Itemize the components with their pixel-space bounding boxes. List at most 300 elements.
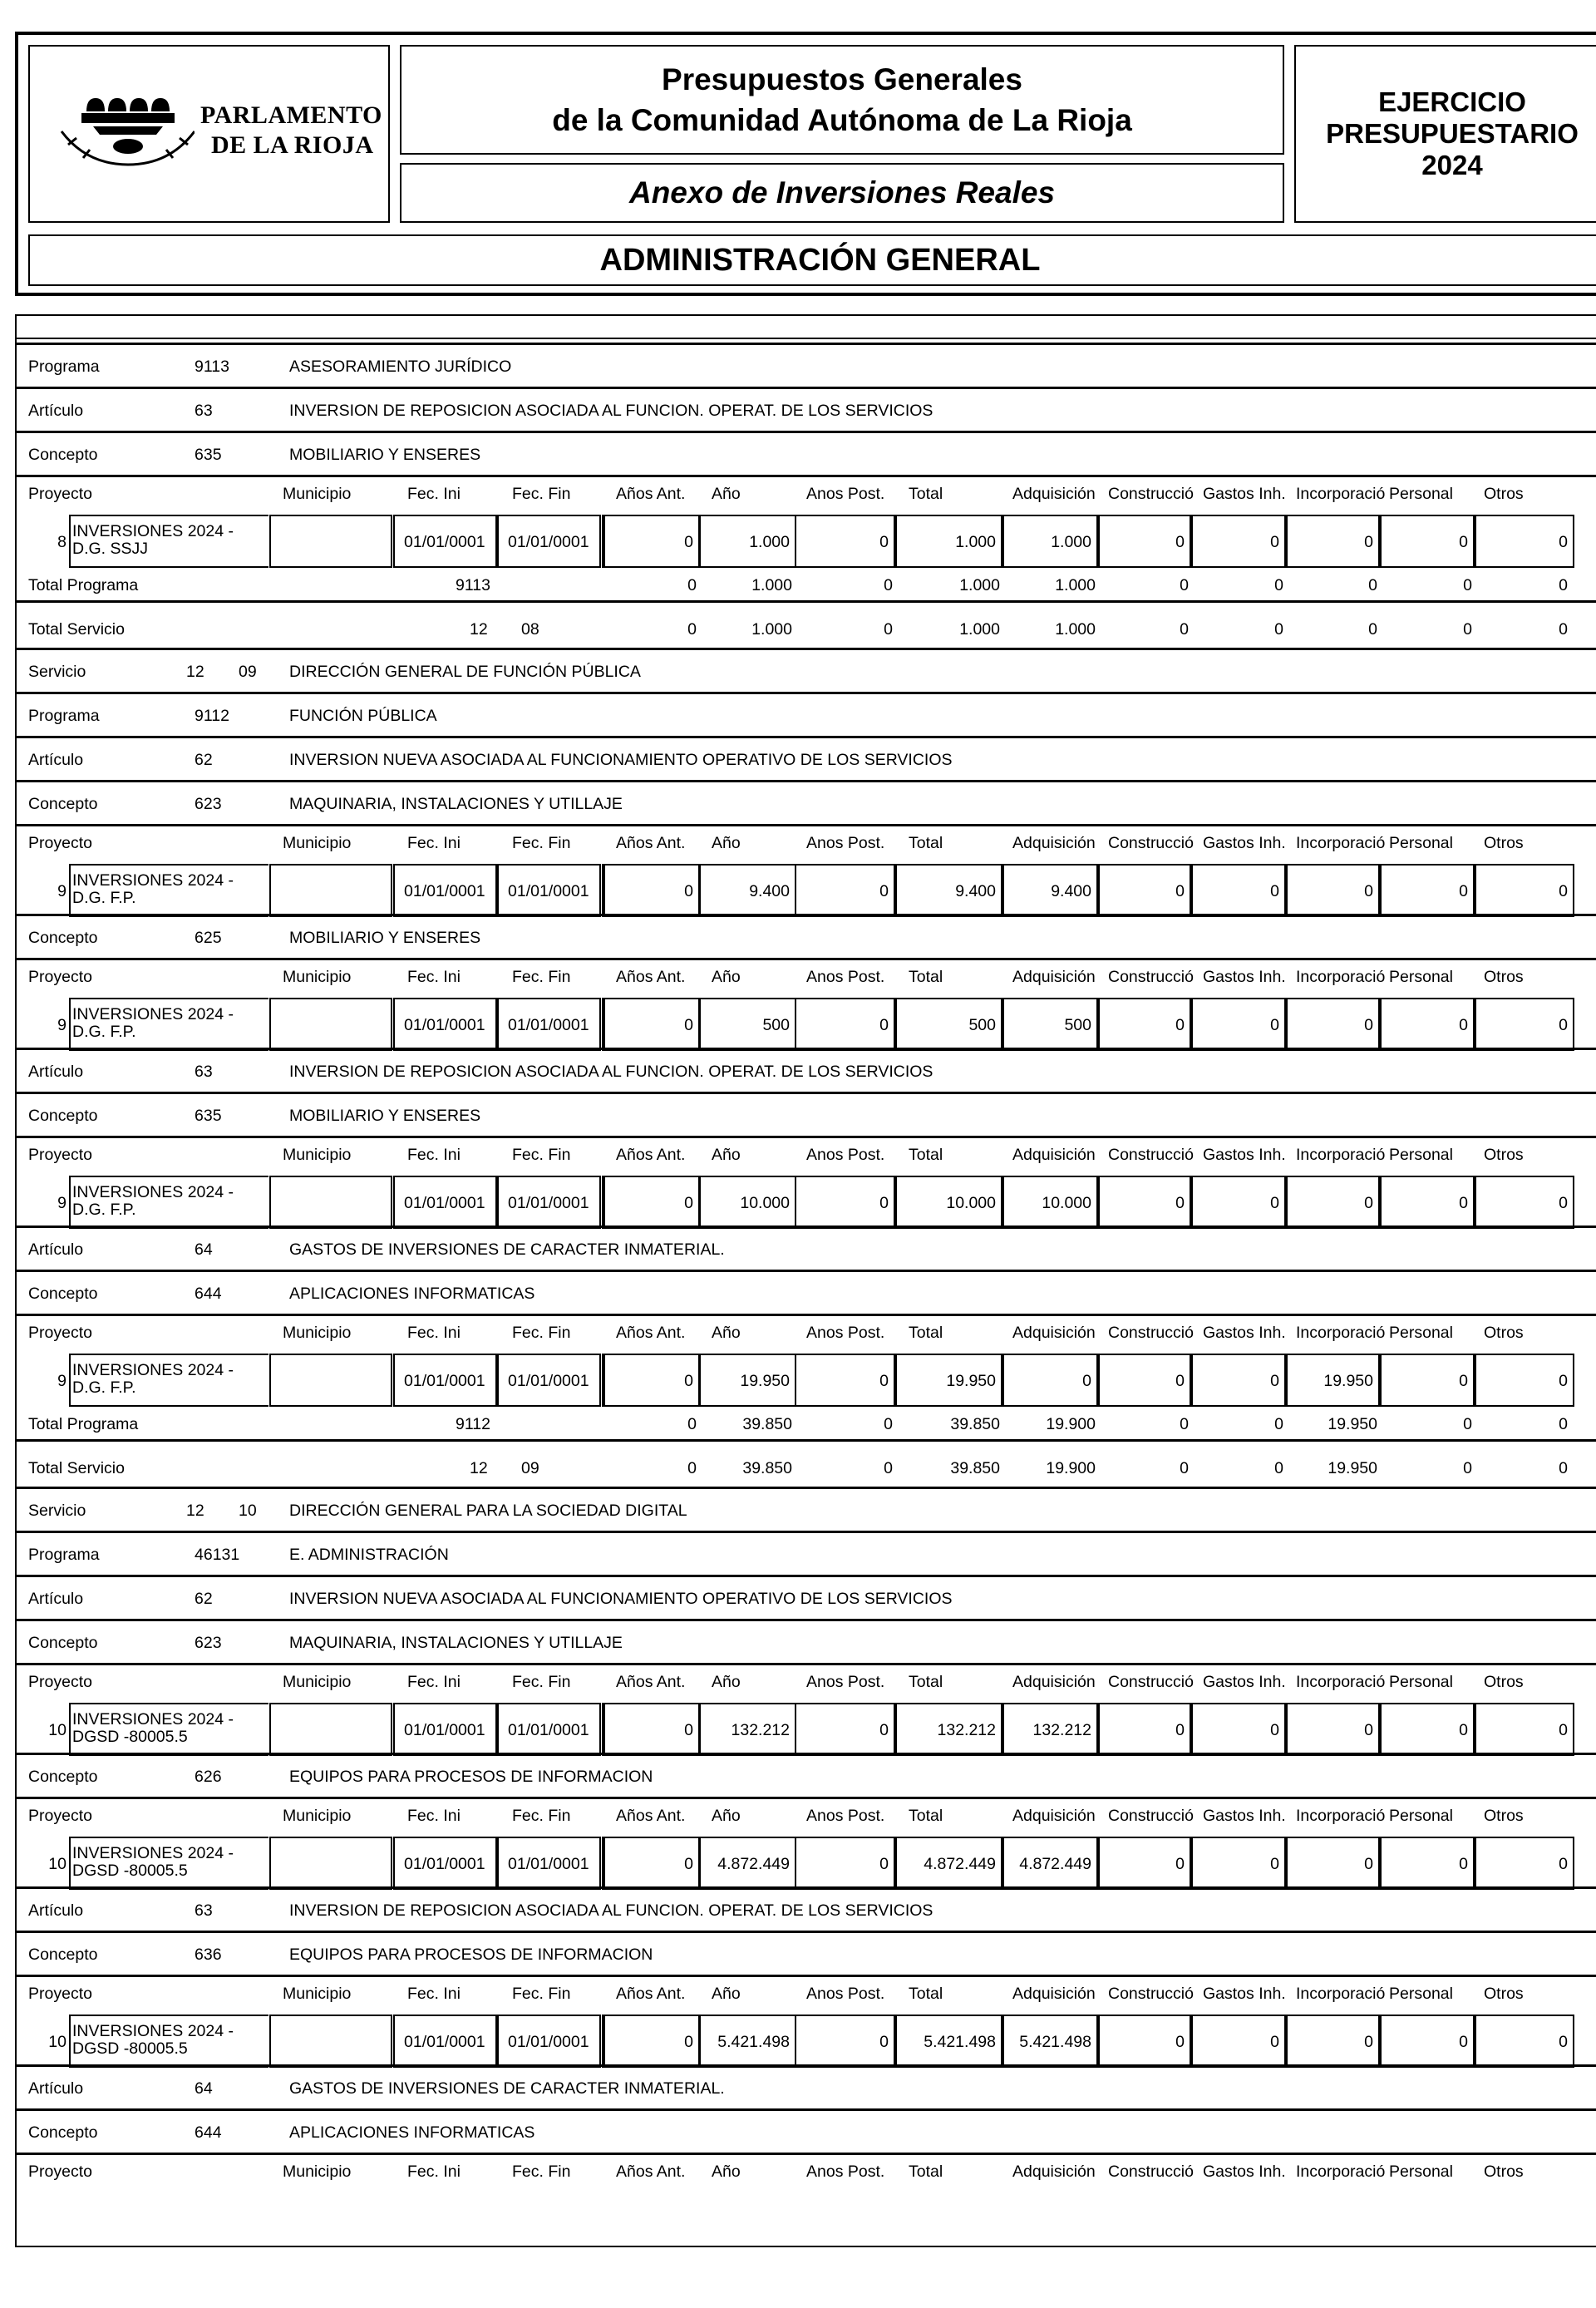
column-header-incorporacion: Incorporació — [1296, 485, 1386, 503]
proyecto-header-row — [17, 1802, 1596, 1835]
total-value: 0 — [1559, 576, 1568, 594]
project-value: 0 — [684, 1855, 693, 1873]
value-cell — [1380, 1354, 1475, 1407]
column-header-fec_ini: Fec. Ini — [407, 1673, 461, 1691]
column-header-anos_ant: Años Ant. — [616, 1807, 686, 1825]
column-header-proyecto: Proyecto — [28, 2163, 92, 2181]
column-header-municipio: Municipio — [283, 968, 352, 986]
concepto-code: 644 — [195, 1285, 222, 1303]
total-programa-code: 9113 — [456, 576, 490, 594]
column-header-personal: Personal — [1389, 968, 1453, 986]
column-header-fec_fin: Fec. Fin — [512, 1807, 571, 1825]
concepto-description: MAQUINARIA, INSTALACIONES Y UTILLAJE — [289, 1634, 623, 1652]
total-value: 0 — [1274, 620, 1283, 639]
servicio-row — [17, 1492, 1596, 1525]
project-name: INVERSIONES 2024 - D.G. F.P. — [69, 1354, 268, 1407]
concepto-row — [17, 436, 1596, 469]
column-header-fec_ini: Fec. Ini — [407, 1985, 461, 2003]
column-header-municipio: Municipio — [283, 1324, 352, 1342]
value-cell — [1475, 515, 1574, 568]
project-fec-fin: 01/01/0001 — [508, 1855, 589, 1873]
project-number: 10 — [48, 2033, 66, 2051]
total-value: 39.850 — [950, 1459, 1000, 1477]
total-value: 0 — [1368, 620, 1377, 639]
articulo-code: 62 — [195, 1590, 213, 1608]
ejercicio-box — [1294, 45, 1596, 223]
total-value: 0 — [1559, 1415, 1568, 1433]
column-header-municipio: Municipio — [283, 1673, 352, 1691]
project-value: 0 — [1559, 1721, 1568, 1739]
project-name: INVERSIONES 2024 - DGSD -80005.5 — [69, 1837, 268, 1890]
value-cell — [1286, 1176, 1380, 1229]
value-cell — [795, 1354, 895, 1407]
project-name: INVERSIONES 2024 - D.G. F.P. — [69, 1176, 268, 1229]
column-header-fec_fin: Fec. Fin — [512, 1985, 571, 2003]
column-header-adquisicion: Adquisición — [1012, 1807, 1096, 1825]
concepto-description: MAQUINARIA, INSTALACIONES Y UTILLAJE — [289, 795, 623, 813]
column-header-personal: Personal — [1389, 1146, 1453, 1164]
column-header-total: Total — [909, 1673, 943, 1691]
project-value: 0 — [684, 1194, 693, 1212]
row-divider — [17, 1975, 1596, 1977]
total-servicio-code-2: 08 — [521, 620, 539, 639]
project-value: 0 — [1270, 1194, 1279, 1212]
project-value: 0 — [1270, 533, 1279, 551]
column-header-fec_ini: Fec. Ini — [407, 1146, 461, 1164]
project-name: INVERSIONES 2024 - D.G. F.P. — [69, 998, 268, 1051]
project-name: INVERSIONES 2024 - D.G. SSJJ — [69, 515, 268, 568]
total-value: 0 — [1559, 1459, 1568, 1477]
project-value: 1.000 — [1051, 533, 1091, 551]
articulo-code: 62 — [195, 751, 213, 769]
concepto-code: 625 — [195, 929, 222, 947]
proyecto-header-row — [17, 963, 1596, 996]
project-value: 0 — [1175, 2033, 1185, 2051]
column-header-fec_ini: Fec. Ini — [407, 1324, 461, 1342]
column-header-fec_ini: Fec. Ini — [407, 485, 461, 503]
articulo-description: INVERSION DE REPOSICION ASOCIADA AL FUNCION. OPERAT. DE LOS SERVICIOS — [289, 1063, 933, 1081]
value-cell — [603, 1176, 700, 1229]
servicio-label: Servicio — [28, 663, 86, 681]
value-cell — [1191, 1176, 1286, 1229]
column-header-anos_ant: Años Ant. — [616, 2163, 686, 2181]
project-value: 0 — [1559, 882, 1568, 900]
concepto-row — [17, 2113, 1596, 2147]
project-value: 0 — [1175, 1194, 1185, 1212]
project-value: 0 — [1459, 1721, 1468, 1739]
column-header-otros: Otros — [1484, 1146, 1524, 1164]
value-cell — [1475, 1354, 1574, 1407]
servicio-code-2: 10 — [239, 1502, 257, 1520]
project-value: 9.400 — [955, 882, 996, 900]
project-value: 0 — [879, 1721, 889, 1739]
concepto-description: EQUIPOS PARA PROCESOS DE INFORMACION — [289, 1946, 653, 1964]
project-value: 1.000 — [955, 533, 996, 551]
project-value: 0 — [1175, 1855, 1185, 1873]
title-line-1: Presupuestos Generales — [662, 62, 1022, 96]
total-value: 0 — [884, 576, 893, 594]
ejercicio-line-2: PRESUPUESTARIO — [1326, 118, 1579, 149]
column-header-construccion: Construcció — [1108, 1673, 1194, 1691]
project-value: 0 — [879, 533, 889, 551]
column-header-gastos: Gastos Inh. — [1203, 1807, 1286, 1825]
ejercicio-line-1: EJERCICIO — [1378, 86, 1526, 117]
value-cell — [795, 864, 895, 917]
project-fec-fin: 01/01/0001 — [508, 533, 589, 551]
row-divider — [17, 1136, 1596, 1138]
project-number: 9 — [57, 1016, 66, 1034]
articulo-description: GASTOS DE INVERSIONES DE CARACTER INMATERIAL. — [289, 1240, 725, 1259]
project-value: 0 — [1364, 1016, 1373, 1034]
project-value: 0 — [1459, 2033, 1468, 2051]
column-header-otros: Otros — [1484, 2163, 1524, 2181]
project-value: 0 — [879, 2033, 889, 2051]
column-header-construccion: Construcció — [1108, 1807, 1194, 1825]
project-value: 0 — [879, 1855, 889, 1873]
value-cell — [1098, 1176, 1191, 1229]
column-header-anos_post: Anos Post. — [806, 1807, 885, 1825]
value-cell — [1286, 998, 1380, 1051]
column-header-adquisicion: Adquisición — [1012, 834, 1096, 852]
concepto-description: APLICACIONES INFORMATICAS — [289, 2123, 535, 2142]
total-programa-code: 9112 — [456, 1415, 490, 1433]
column-header-incorporacion: Incorporació — [1296, 968, 1386, 986]
column-header-anos_post: Anos Post. — [806, 968, 885, 986]
total-value: 39.850 — [742, 1415, 792, 1433]
column-header-construccion: Construcció — [1108, 1985, 1194, 2003]
logo-line-1: PARLAMENTO — [200, 101, 382, 129]
servicio-row — [17, 653, 1596, 686]
row-divider — [17, 2108, 1596, 2111]
row-divider — [17, 431, 1596, 433]
project-name: INVERSIONES 2024 - D.G. F.P. — [69, 864, 268, 917]
articulo-code: 64 — [195, 1240, 213, 1259]
column-header-construccion: Construcció — [1108, 834, 1194, 852]
project-value: 19.950 — [740, 1372, 790, 1390]
project-name: INVERSIONES 2024 - DGSD -80005.5 — [69, 2015, 268, 2068]
column-header-proyecto: Proyecto — [28, 968, 92, 986]
project-value: 0 — [1364, 882, 1373, 900]
project-value: 0 — [1364, 533, 1373, 551]
column-header-fec_ini: Fec. Ini — [407, 1807, 461, 1825]
total_servicio-label: Total Servicio — [28, 620, 125, 639]
title-line-2: de la Comunidad Autónoma de La Rioja — [552, 103, 1132, 137]
articulo-label: Artículo — [28, 2079, 84, 2098]
project-value: 0 — [1459, 1372, 1468, 1390]
column-header-proyecto: Proyecto — [28, 1985, 92, 2003]
project-value: 0 — [879, 882, 889, 900]
project-value: 0 — [1270, 1372, 1279, 1390]
column-header-fec_fin: Fec. Fin — [512, 2163, 571, 2181]
project-cell — [269, 998, 392, 1051]
articulo-description: INVERSION NUEVA ASOCIADA AL FUNCIONAMIENTO OPERATIVO DE LOS SERVICIOS — [289, 751, 953, 769]
project-fec-ini: 01/01/0001 — [404, 1372, 485, 1390]
total-value: 1.000 — [959, 576, 1000, 594]
row-divider — [17, 1663, 1596, 1665]
row-divider — [17, 1048, 1596, 1050]
project-value: 0 — [1175, 882, 1185, 900]
column-header-anos_post: Anos Post. — [806, 1673, 885, 1691]
project-value: 0 — [1175, 1721, 1185, 1739]
column-header-anos_ant: Años Ant. — [616, 485, 686, 503]
document-subtitle: Anexo de Inversiones Reales — [628, 175, 1056, 210]
articulo-label: Artículo — [28, 1590, 84, 1608]
project-fec-fin: 01/01/0001 — [508, 882, 589, 900]
articulo-row — [17, 1053, 1596, 1086]
articulo-code: 63 — [195, 402, 213, 420]
value-cell — [603, 1837, 700, 1890]
concepto-row — [17, 1936, 1596, 1969]
concepto-code: 635 — [195, 446, 222, 464]
articulo-description: INVERSION DE REPOSICION ASOCIADA AL FUNCION. OPERAT. DE LOS SERVICIOS — [289, 1901, 933, 1920]
project-fec-fin: 01/01/0001 — [508, 2033, 589, 2051]
document-header — [15, 32, 1596, 296]
servicio-code-2: 09 — [239, 663, 257, 681]
value-cell — [699, 1176, 796, 1229]
total-value: 0 — [1463, 1415, 1472, 1433]
column-header-anos_post: Anos Post. — [806, 1146, 885, 1164]
project-value: 132.212 — [731, 1721, 790, 1739]
articulo-label: Artículo — [28, 751, 84, 769]
column-header-adquisicion: Adquisición — [1012, 1985, 1096, 2003]
value-cell — [895, 1354, 1002, 1407]
programa-row — [17, 348, 1596, 381]
value-cell — [603, 2015, 700, 2068]
concepto-description: EQUIPOS PARA PROCESOS DE INFORMACION — [289, 1768, 653, 1786]
project-value: 0 — [684, 882, 693, 900]
total-servicio-code-1: 12 — [470, 620, 488, 639]
value-cell — [1475, 1703, 1574, 1756]
project-value: 1.000 — [749, 533, 790, 551]
value-cell — [699, 2015, 796, 2068]
column-header-adquisicion: Adquisición — [1012, 968, 1096, 986]
column-header-gastos: Gastos Inh. — [1203, 485, 1286, 503]
value-cell — [795, 1703, 895, 1756]
project-value: 0 — [1459, 1194, 1468, 1212]
value-cell — [699, 1837, 796, 1890]
total-value: 19.900 — [1046, 1459, 1096, 1477]
row-divider — [17, 1270, 1596, 1272]
project-fec-fin: 01/01/0001 — [508, 1372, 589, 1390]
concepto-code: 644 — [195, 2123, 222, 2142]
articulo-description: GASTOS DE INVERSIONES DE CARACTER INMATERIAL. — [289, 2079, 725, 2098]
project-cell — [269, 1176, 392, 1229]
row-divider — [17, 1619, 1596, 1621]
programa-row — [17, 1536, 1596, 1569]
concepto-label: Concepto — [28, 1946, 98, 1964]
row-divider — [17, 1931, 1596, 1933]
row-divider — [17, 1575, 1596, 1577]
value-cell — [699, 864, 796, 917]
column-header-personal: Personal — [1389, 2163, 1453, 2181]
total-value: 1.000 — [751, 620, 792, 639]
value-cell — [1475, 998, 1574, 1051]
column-header-ano: Año — [712, 1807, 741, 1825]
articulo-code: 63 — [195, 1901, 213, 1920]
column-header-gastos: Gastos Inh. — [1203, 1985, 1286, 2003]
project-value: 5.421.498 — [924, 2033, 996, 2051]
total-value: 1.000 — [1055, 620, 1096, 639]
value-cell — [1286, 1703, 1380, 1756]
column-header-total: Total — [909, 1146, 943, 1164]
column-header-municipio: Municipio — [283, 1985, 352, 2003]
servicio-label: Servicio — [28, 1502, 86, 1520]
articulo-row — [17, 1891, 1596, 1925]
column-header-construccion: Construcció — [1108, 485, 1194, 503]
project-value: 10.000 — [1042, 1194, 1091, 1212]
project-cell — [269, 1354, 392, 1407]
total-servicio-code-2: 09 — [521, 1459, 539, 1477]
value-cell — [1098, 864, 1191, 917]
column-header-anos_ant: Años Ant. — [616, 968, 686, 986]
column-header-incorporacion: Incorporació — [1296, 834, 1386, 852]
concepto-description: MOBILIARIO Y ENSERES — [289, 929, 481, 947]
value-cell — [1098, 1837, 1191, 1890]
servicio-code-1: 12 — [186, 663, 204, 681]
column-header-anos_ant: Años Ant. — [616, 1985, 686, 2003]
concepto-label: Concepto — [28, 1285, 98, 1303]
value-cell — [1380, 2015, 1475, 2068]
column-header-incorporacion: Incorporació — [1296, 1807, 1386, 1825]
articulo-row — [17, 741, 1596, 774]
column-header-proyecto: Proyecto — [28, 1807, 92, 1825]
total-value: 0 — [1180, 620, 1189, 639]
proyecto-header-row — [17, 1668, 1596, 1701]
value-cell — [1191, 998, 1286, 1051]
column-header-ano: Año — [712, 968, 741, 986]
value-cell — [603, 515, 700, 568]
column-header-fec_ini: Fec. Ini — [407, 834, 461, 852]
concepto-label: Concepto — [28, 1768, 98, 1786]
total-value: 19.900 — [1046, 1415, 1096, 1433]
project-value: 0 — [1559, 1194, 1568, 1212]
logo-line-2: DE LA RIOJA — [211, 131, 374, 159]
total-value: 0 — [1274, 576, 1283, 594]
value-cell — [1191, 1837, 1286, 1890]
programa-description: ASESORAMIENTO JURÍDICO — [289, 358, 512, 376]
column-header-fec_fin: Fec. Fin — [512, 1324, 571, 1342]
total-value: 0 — [1463, 1459, 1472, 1477]
concepto-code: 623 — [195, 795, 222, 813]
total-value: 19.950 — [1328, 1459, 1377, 1477]
total-value: 39.850 — [950, 1415, 1000, 1433]
column-header-total: Total — [909, 485, 943, 503]
value-cell — [1098, 2015, 1191, 2068]
value-cell — [1098, 998, 1191, 1051]
total-value: 0 — [884, 620, 893, 639]
row-divider — [17, 343, 1596, 345]
project-fec-ini: 01/01/0001 — [404, 1016, 485, 1034]
articulo-row — [17, 2069, 1596, 2103]
value-cell — [1380, 1837, 1475, 1890]
project-cell — [269, 1837, 392, 1890]
programa-code: 9112 — [195, 707, 229, 725]
project-value: 9.400 — [1051, 882, 1091, 900]
total-value: 0 — [1180, 1415, 1189, 1433]
column-header-total: Total — [909, 834, 943, 852]
concepto-row — [17, 1624, 1596, 1657]
project-value: 132.212 — [937, 1721, 996, 1739]
project-fec-ini: 01/01/0001 — [404, 533, 485, 551]
column-header-personal: Personal — [1389, 1985, 1453, 2003]
column-header-adquisicion: Adquisición — [1012, 1146, 1096, 1164]
column-header-anos_ant: Años Ant. — [616, 834, 686, 852]
column-header-personal: Personal — [1389, 485, 1453, 503]
column-header-personal: Personal — [1389, 834, 1453, 852]
column-header-gastos: Gastos Inh. — [1203, 1673, 1286, 1691]
articulo-label: Artículo — [28, 402, 84, 420]
programa-row — [17, 697, 1596, 730]
section-title-box — [28, 234, 1596, 286]
column-header-adquisicion: Adquisición — [1012, 1673, 1096, 1691]
project-value: 0 — [1364, 2033, 1373, 2051]
project-value: 10.000 — [740, 1194, 790, 1212]
total-value: 0 — [1274, 1415, 1283, 1433]
value-cell — [795, 2015, 895, 2068]
column-header-municipio: Municipio — [283, 1146, 352, 1164]
ejercicio-year: 2024 — [1421, 150, 1483, 180]
articulo-label: Artículo — [28, 1240, 84, 1259]
project-value: 0 — [1459, 533, 1468, 551]
column-header-personal: Personal — [1389, 1807, 1453, 1825]
total-value: 0 — [1274, 1459, 1283, 1477]
articulo-row — [17, 1230, 1596, 1264]
project-value: 0 — [684, 1372, 693, 1390]
value-cell — [699, 998, 796, 1051]
servicio-code-1: 12 — [186, 1502, 204, 1520]
parliament-logo-icon — [53, 80, 195, 180]
value-cell — [1002, 2015, 1098, 2068]
column-header-anos_post: Anos Post. — [806, 485, 885, 503]
project-value: 0 — [1459, 1016, 1468, 1034]
row-divider — [17, 736, 1596, 738]
row-divider — [17, 2064, 1596, 2067]
column-header-construccion: Construcció — [1108, 1146, 1194, 1164]
subtitle-box — [400, 163, 1284, 223]
total-value: 0 — [1463, 620, 1472, 639]
value-cell — [895, 864, 1002, 917]
project-value: 0 — [1559, 1016, 1568, 1034]
row-divider — [17, 914, 1596, 916]
column-header-proyecto: Proyecto — [28, 1673, 92, 1691]
total-value: 1.000 — [1055, 576, 1096, 594]
concepto-row — [17, 919, 1596, 952]
project-value: 0 — [1559, 2033, 1568, 2051]
column-header-otros: Otros — [1484, 1324, 1524, 1342]
value-cell — [1475, 2015, 1574, 2068]
project-value: 4.872.449 — [717, 1855, 790, 1873]
column-header-fec_fin: Fec. Fin — [512, 1673, 571, 1691]
column-header-fec_fin: Fec. Fin — [512, 834, 571, 852]
project-value: 132.212 — [1032, 1721, 1091, 1739]
column-header-incorporacion: Incorporació — [1296, 1985, 1386, 2003]
value-cell — [1475, 1176, 1574, 1229]
value-cell — [603, 998, 700, 1051]
project-value: 0 — [1270, 882, 1279, 900]
column-header-fec_fin: Fec. Fin — [512, 485, 571, 503]
value-cell — [1098, 515, 1191, 568]
concepto-row — [17, 1758, 1596, 1791]
project-value: 0 — [1175, 1372, 1185, 1390]
project-value: 0 — [1559, 1855, 1568, 1873]
column-header-municipio: Municipio — [283, 485, 352, 503]
column-header-incorporacion: Incorporació — [1296, 2163, 1386, 2181]
project-value: 0 — [879, 1016, 889, 1034]
articulo-description: INVERSION DE REPOSICION ASOCIADA AL FUNCION. OPERAT. DE LOS SERVICIOS — [289, 402, 933, 420]
column-header-anos_ant: Años Ant. — [616, 1146, 686, 1164]
value-cell — [895, 515, 1002, 568]
row-divider — [17, 1797, 1596, 1799]
